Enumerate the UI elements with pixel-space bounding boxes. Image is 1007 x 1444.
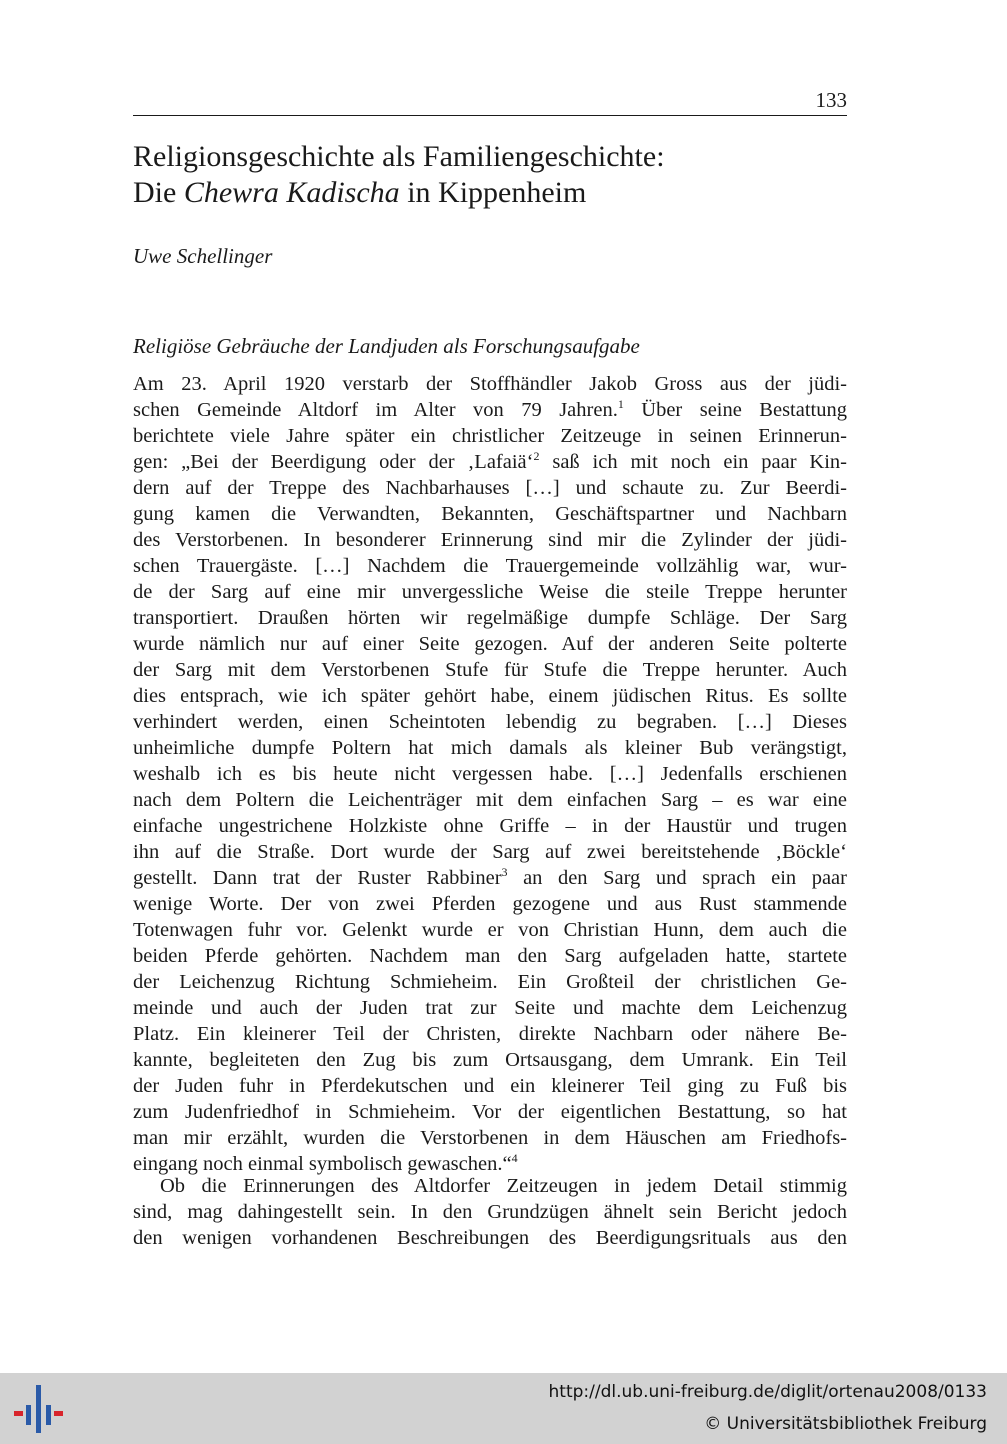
text-line: dies entsprach, wie ich später gehört habe, einem jüdischen Ritus. Es sollte [133, 685, 847, 707]
text-line: berichtete viele Jahre später ein christlicher Zeitzeuge in seinen Erinnerun- [133, 425, 847, 447]
article-title [133, 139, 847, 211]
text-line: meinde und auch der Juden trat zur Seite und machte dem Leichenzug [133, 997, 847, 1019]
text-line: transportiert. Draußen hörten wir regelmäßige dumpfe Schläge. Der Sarg [133, 607, 847, 629]
footnote-ref: 4 [511, 1151, 518, 1165]
text-line: der Juden fuhr in Pferdekutschen und ein kleinerer Teil ging zu Fuß bis [133, 1075, 847, 1097]
page-number: 133 [815, 88, 847, 112]
footnote-ref: 3 [501, 865, 508, 879]
text-line: schen Gemeinde Altdorf im Alter von 79 Jahren.$^1$ Über seine Bestattung [133, 397, 847, 421]
text-line: ihn auf die Straße. Dort wurde der Sarg auf zwei bereitstehende ‚Böckle‘ [133, 841, 847, 863]
text-line: Ob die Erinnerungen des Altdorfer Zeitzeugen in jedem Detail stimmig [160, 1175, 847, 1197]
text-line: kannte, begleiteten den Zug bis zum Ortsausgang, dem Umrank. Ein Teil [133, 1049, 847, 1071]
text-line: gung kamen die Verwandten, Bekannten, Geschäftspartner und Nachbarn [133, 503, 847, 525]
text-line: beiden Pferde gehörten. Nachdem man den Sarg aufgeladen hatte, startete [133, 945, 847, 967]
section-heading: Religiöse Gebräuche der Landjuden als Forschungsaufgabe [133, 334, 640, 358]
text-line: schen Trauergäste. […] Nachdem die Trauergemeinde vollzählig war, wur- [133, 555, 847, 577]
author-name: Uwe Schellinger [133, 244, 273, 268]
title-italic: Chewra Kadischa [183, 176, 400, 209]
text-line: nach dem Poltern die Leichenträger mit dem einfachen Sarg – es war eine [133, 789, 847, 811]
title-suffix: in Kippenheim [407, 176, 587, 209]
text-line: verhindert werden, einen Scheintoten lebendig zu begraben. […] Dieses [133, 711, 847, 733]
text-line: Platz. Ein kleinerer Teil der Christen, direkte Nachbarn oder nähere Be- [133, 1023, 847, 1045]
title-prefix: Die [133, 176, 177, 209]
text-line: eingang noch einmal symbolisch gewaschen.“$^4$ [133, 1151, 518, 1175]
text-line: der Leichenzug Richtung Schmieheim. Ein Großteil der christlichen Ge- [133, 971, 847, 993]
footnote-ref: 2 [533, 449, 540, 463]
text-line: unheimliche dumpfe Poltern hat mich damals als kleiner Bub verängstigt, [133, 737, 847, 759]
paragraph-1 [133, 371, 847, 1177]
text-line: de der Sarg auf eine mir unvergessliche Weise die steile Treppe herunter [133, 581, 847, 603]
text-line: sind, mag dahingestellt sein. In den Grundzügen ähnelt sein Bericht jedoch [133, 1201, 847, 1223]
text-line: man mir erzählt, wurden die Verstorbenen in dem Häuschen am Friedhofs- [133, 1127, 847, 1149]
text-line: der Sarg mit dem Verstorbenen Stufe für Stufe die Treppe herunter. Auch [133, 659, 847, 681]
text-line: den wenigen vorhandenen Beschreibungen des Beerdigungsrituals aus den [133, 1227, 847, 1249]
footer-bar [0, 1373, 1007, 1444]
text-line: Am 23. April 1920 verstarb der Stoffhändler Jakob Gross aus der jüdi- [133, 373, 847, 395]
text-line: weshalb ich es bis heute nicht vergessen habe. […] Jedenfalls erschienen [133, 763, 847, 785]
text-line: zum Judenfriedhof in Schmieheim. Vor der eigentlichen Bestattung, so hat [133, 1101, 847, 1123]
ub-freiburg-logo-icon [12, 1383, 66, 1435]
paragraph-2 [133, 1173, 847, 1251]
text-line: des Verstorbenen. In besonderer Erinnerung sind mir die Zylinder der jüdi- [133, 529, 847, 551]
text-line: dern auf der Treppe des Nachbarhauses […] und schaute zu. Zur Beerdi- [133, 477, 847, 499]
title-line-2 [133, 175, 847, 211]
text-line: gestellt. Dann trat der Ruster Rabbiner$^3$ an den Sarg und sprach ein paar [133, 865, 847, 889]
header-rule [133, 115, 847, 116]
text-line: gen: „Bei der Beerdigung oder der ‚Lafaiä‘$^2$ saß ich mit noch ein paar Kin- [133, 449, 848, 473]
text-line: Totenwagen fuhr vor. Gelenkt wurde er von Christian Hunn, dem auch die [133, 919, 847, 941]
footer-url-link[interactable]: http://dl.ub.uni-freiburg.de/diglit/ortenau2008/0133 [548, 1382, 987, 1402]
text-line: wenige Worte. Der von zwei Pferden gezogene und aus Rust stammende [133, 893, 847, 915]
title-line-1: Religionsgeschichte als Familiengeschichte: [133, 140, 665, 173]
text-line: einfache ungestrichene Holzkiste ohne Griffe – in der Haustür und trugen [133, 815, 847, 837]
footer-copyright: © Universitätsbibliothek Freiburg [704, 1414, 987, 1434]
text-line: wurde nämlich nur auf einer Seite gezogen. Auf der anderen Seite polterte [133, 633, 847, 655]
footnote-ref: 1 [617, 397, 624, 411]
